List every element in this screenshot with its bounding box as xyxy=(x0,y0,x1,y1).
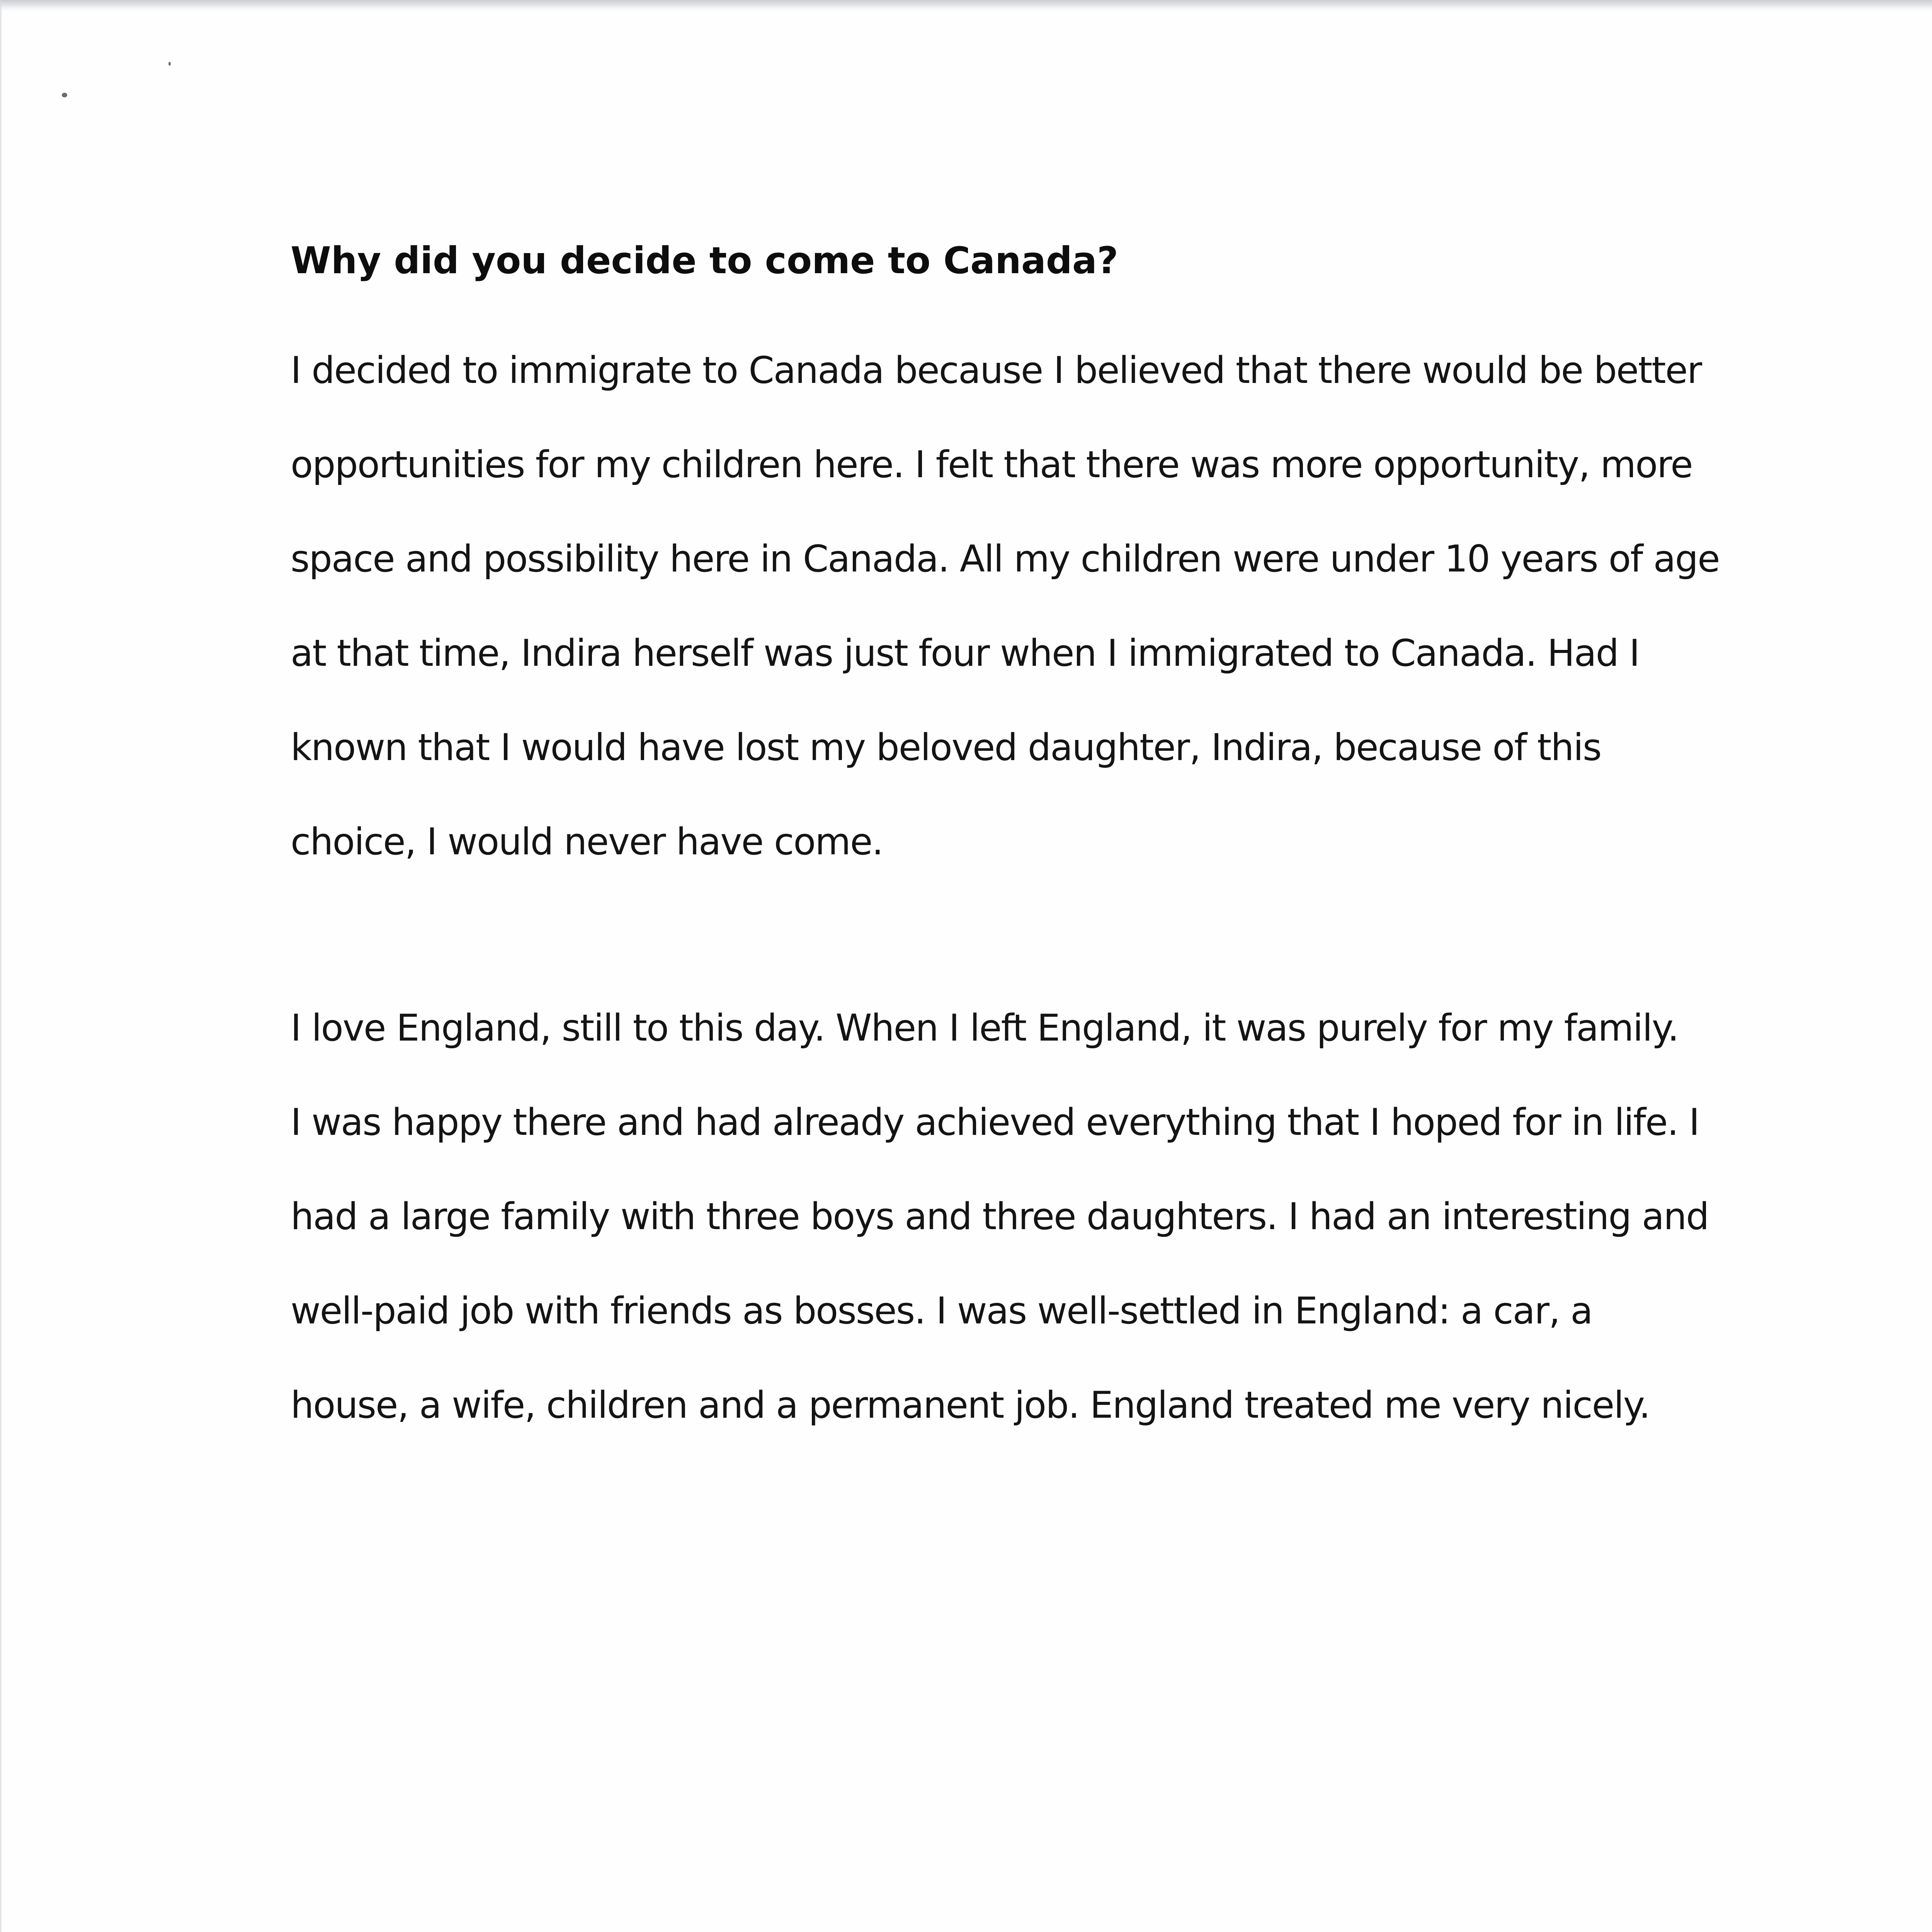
paragraph-line: I was happy there and had already achieved everything that I hoped for in life. I xyxy=(291,1101,1699,1144)
paragraph-line: space and possibility here in Canada. All my children were under 10 years of age xyxy=(291,538,1719,580)
paragraph-line: choice, I would never have come. xyxy=(291,821,883,863)
scan-edge-left xyxy=(0,0,2,1932)
paragraph-line: opportunities for my children here. I felt that there was more opportunity, more xyxy=(291,444,1692,486)
scan-speck xyxy=(168,62,171,66)
paragraph-line: well-paid job with friends as bosses. I was well-settled in England: a car, a xyxy=(291,1290,1592,1332)
paragraph-line: had a large family with three boys and three daughters. I had an interesting and xyxy=(291,1196,1709,1238)
paragraph-line: house, a wife, children and a permanent job. England treated me very nicely. xyxy=(291,1384,1650,1427)
scan-speck xyxy=(62,93,67,97)
paragraph-line: I love England, still to this day. When I left England, it was purely for my family. xyxy=(291,1007,1679,1049)
scan-edge-top xyxy=(0,0,1932,12)
paragraph-line: known that I would have lost my beloved daughter, Indira, because of this xyxy=(291,726,1601,769)
paragraph-line: I decided to immigrate to Canada because I believed that there would be better xyxy=(291,349,1702,392)
page-heading: Why did you decide to come to Canada? xyxy=(291,240,1119,282)
paragraph-line: at that time, Indira herself was just four when I immigrated to Canada. Had I xyxy=(291,632,1639,675)
